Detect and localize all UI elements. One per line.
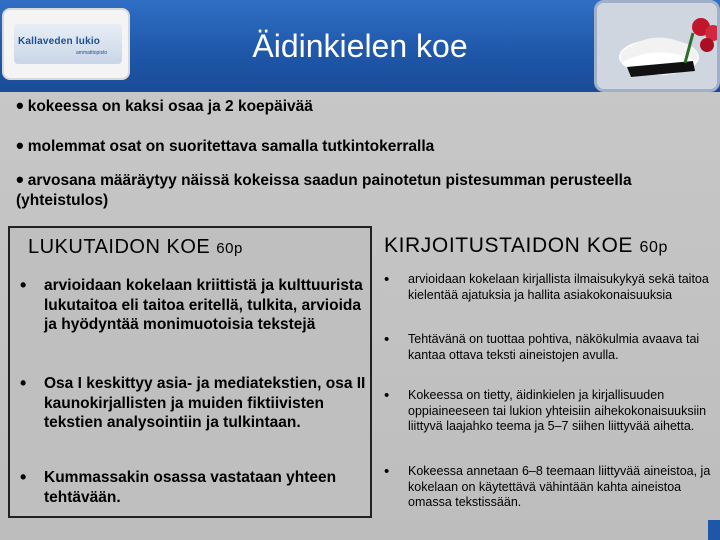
intro-bullet-text: kokeessa on kaksi osaa ja 2 koepäivää — [27, 98, 313, 115]
logo-text: Kallaveden lukio — [18, 36, 101, 47]
list-item — [384, 388, 716, 435]
reading-exam-points: 60p — [216, 240, 243, 257]
reading-exam-title: LUKUTAIDON KOE — [28, 236, 211, 258]
title-bar — [0, 0, 720, 92]
reading-exam-panel — [8, 226, 372, 518]
bullet-icon: • — [16, 93, 24, 118]
bullet-icon: • — [20, 275, 27, 295]
intro-bullet-2 — [16, 133, 706, 158]
writing-exam-heading — [384, 234, 668, 258]
list-item-text: arvioidaan kokelaan kirjallista ilmaisukykyä sekä taitoa kielentää ajatuksia ja hallita asiakokonaisuuksia — [408, 272, 709, 302]
intro-bullet-text: arvosana määräytyy näissä kokeissa saadun painotetun pistesumman perusteella (yhteistulos) — [16, 172, 632, 209]
bullet-icon: • — [384, 463, 390, 480]
list-item-text: arvioidaan kokelaan kriittistä ja kulttuurista lukutaitoa eli taitoa eritellä, tulkita, arvioida ja hyödyntää monimuotoisia tekstejä — [44, 277, 363, 333]
intro-bullet-text: molemmat osat on suoritettava samalla tutkintokerralla — [27, 138, 435, 155]
bullet-icon: • — [384, 271, 390, 288]
bullet-icon: • — [20, 467, 27, 487]
writing-exam-title: KIRJOITUSTAIDON KOE — [384, 234, 634, 257]
list-item — [384, 464, 716, 511]
bullet-icon: • — [16, 167, 24, 192]
list-item-text: Osa I keskittyy asia- ja mediatekstien, osa II kaunokirjallisten ja muiden fiktiivisten tekstien analysointiin ja tulkintaan. — [44, 375, 366, 431]
list-item — [20, 374, 370, 433]
list-item — [384, 332, 716, 363]
bullet-icon: • — [384, 331, 390, 348]
list-item — [20, 468, 370, 507]
list-item-text: Kummassakin osassa vastataan yhteen tehtävään. — [44, 469, 337, 506]
writing-exam-points: 60p — [639, 239, 668, 256]
bullet-icon: • — [20, 373, 27, 393]
list-item-text: Tehtävänä on tuottaa pohtiva, näkökulmia avaava tai kantaa ottava teksti aineistojen avulla. — [408, 332, 700, 362]
logo-subtext: ammattiopisto — [76, 50, 108, 56]
writing-exam-panel — [378, 226, 720, 540]
reading-exam-heading — [28, 236, 243, 259]
bullet-icon: • — [16, 133, 24, 158]
bullet-icon: • — [384, 387, 390, 404]
list-item — [20, 276, 370, 335]
intro-bullet-3 — [16, 167, 696, 211]
intro-bullet-1 — [16, 93, 706, 118]
graduation-cap-photo — [594, 0, 720, 92]
slide-title: Äidinkielen koe — [252, 28, 468, 64]
list-item-text: Kokeessa on tietty, äidinkielen ja kirjallisuuden oppiaineeseen tai lukion yhteisiin aihekokonaisuuksiin liittyvä laajahko teema ja 5–7 siihen liittyvää aihetta. — [408, 388, 707, 433]
list-item — [384, 272, 716, 303]
list-item-text: Kokeessa annetaan 6–8 teemaan liittyvää aineistoa, ja kokelaan on käytettävä vähintään kahta aineistoa omassa tekstissään. — [408, 464, 711, 509]
corner-decoration — [708, 520, 720, 540]
